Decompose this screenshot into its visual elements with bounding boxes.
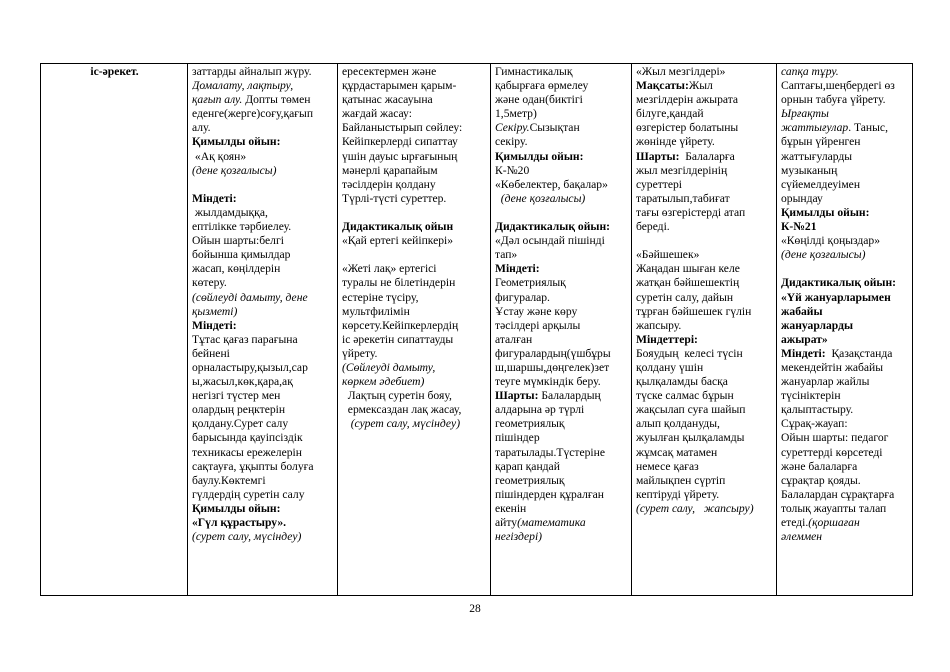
- text-line: барысында қауіпсіздік: [192, 431, 303, 445]
- text-line: ы,жасыл,көк,қара,ақ: [192, 375, 293, 389]
- text-line: геометриялық: [495, 473, 565, 487]
- text-line: фигуралардың(үшбұры: [495, 346, 611, 360]
- text-line: үйрету.: [342, 346, 378, 360]
- text-line: сүйемелдеуімен: [781, 177, 861, 191]
- text-line: өзгерістер болатыны: [636, 121, 739, 135]
- text-line: Шарты: Балалардың: [495, 389, 601, 403]
- text-line: қарап қандай: [495, 459, 560, 473]
- text-line: құрдастарымен қарым-: [342, 79, 457, 93]
- text-line: ажырат»: [781, 332, 828, 346]
- text-line: техникасы ережелерін: [192, 445, 302, 459]
- text-line: қылқаламды басқа: [636, 375, 728, 389]
- text-line: (дене қозғалысы): [192, 163, 277, 177]
- text-line: Тұтас қағаз парағына: [192, 332, 298, 346]
- text-line: (дене қозғалысы): [781, 248, 866, 262]
- text-line: немесе қағаз: [636, 459, 699, 473]
- text-line: жөнінде үйрету.: [636, 135, 715, 149]
- text-line: Түрлі-түсті суреттер.: [342, 191, 447, 205]
- text-line: түсініктерін: [781, 389, 841, 403]
- text-line: ермексаздан лақ жасау,: [342, 403, 462, 417]
- text-line: «Үй жануарларымен: [781, 290, 891, 304]
- text-line: Домалату, лақтыру,: [192, 79, 294, 93]
- text-line: «Бәйшешек»: [636, 248, 700, 262]
- text-line: және балаларға: [781, 459, 858, 473]
- column-5-cell: [777, 64, 913, 596]
- text-line: музыканың: [781, 163, 838, 177]
- text-line: кептіруді үйрету.: [636, 487, 720, 501]
- text-line: таратылады.Түстеріне: [495, 445, 605, 459]
- text-line: пішіндер: [495, 431, 540, 445]
- text-line: бойынша қимылдар: [192, 248, 291, 262]
- text-line: орнын табуға үйрету.: [781, 93, 886, 107]
- text-line: 1,5метр): [495, 107, 537, 121]
- text-line: жануарлар жайлы: [781, 375, 870, 389]
- text-line: екенін: [495, 501, 527, 515]
- text-line: жабайы: [781, 304, 823, 318]
- text-line: Кейіпкерлерді сипаттау: [342, 135, 458, 149]
- text-line: тәсілдері арқылы: [495, 318, 581, 332]
- column-2-cell: [338, 64, 491, 596]
- text-line: заттарды айналып жүру.: [192, 65, 312, 78]
- text-line: суретін салу, дайын: [636, 290, 734, 304]
- text-line: суреттері: [636, 177, 683, 191]
- text-line: Гимнастикалық: [495, 65, 573, 78]
- text-line: жуылған қылқаламды: [636, 431, 745, 445]
- text-line: жақсылап суға шайып: [636, 403, 746, 417]
- text-line: суреттерді көрсетеді: [781, 445, 883, 459]
- text-line: толық жауапты талап: [781, 501, 887, 515]
- text-line: естеріне түсіру,: [342, 290, 419, 304]
- text-line: жаттығулар. Таныс,: [781, 121, 888, 135]
- text-line: олардың реңктерін: [192, 403, 286, 417]
- text-line: Ырғақты: [781, 107, 829, 121]
- text-line: Дидактикалық ойын:: [781, 276, 896, 290]
- text-line: Дидактикалық ойын:: [495, 220, 610, 234]
- text-line: «Гүл құрастыру».: [192, 516, 287, 529]
- text-line: еденге(жерге)соғу,қағып: [192, 107, 314, 121]
- text-line: етеді.(қоршаған: [781, 516, 860, 529]
- text-line: секіру.: [495, 135, 528, 149]
- text-line: «Көңілді қоңыздар»: [781, 234, 880, 248]
- text-line: қызметі): [192, 304, 238, 318]
- lesson-plan-table: [40, 63, 913, 596]
- text-line: Дидактикалық ойын: [342, 220, 454, 234]
- text-line: көрсету.Кейіпкерлердің: [342, 318, 459, 332]
- text-line: мезгілдерін ажырата: [636, 93, 739, 107]
- text-line: Лақтың суретін бояу,: [342, 389, 452, 403]
- text-line: үшін дауыс ырғағының: [342, 149, 458, 163]
- text-line: білуге,қандай: [636, 107, 704, 121]
- text-line: сапқа тұру.: [781, 65, 839, 78]
- spacer: [342, 206, 487, 220]
- text-line: теуге мүмкіндік беру.: [495, 375, 601, 389]
- text-line: сақтауға, ұқыпты болуға: [192, 459, 314, 473]
- text-line: қабырғаға өрмелеу: [495, 79, 589, 93]
- text-line: қалыптастыру.: [781, 403, 854, 417]
- text-line: баулу.Көктемгі: [192, 473, 266, 487]
- text-line: ептілікке тәрбиелеу.: [192, 220, 292, 234]
- column-4-cell: [632, 64, 777, 596]
- text-line: Ойын шарты:белгі: [192, 234, 284, 248]
- text-line: фигуралар.: [495, 290, 550, 304]
- text-line: геометриялық: [495, 417, 565, 431]
- text-line: гүлдердің суретін салу: [192, 487, 305, 501]
- spacer: [636, 234, 773, 248]
- text-line: жұмсақ матамен: [636, 445, 718, 459]
- text-line: алдарына әр түрлі: [495, 403, 585, 417]
- text-line: жасап, көңілдерін: [192, 262, 281, 276]
- text-line: Міндеті: Қазақстанда: [781, 346, 893, 360]
- text-line: жапсыру.: [636, 318, 682, 332]
- text-line: Саптағы,шеңбердегі өз: [781, 79, 895, 93]
- text-line: жатқан бәйшешектің: [636, 276, 740, 290]
- text-line: Міндеттері:: [636, 332, 698, 346]
- text-line: айту(математика: [495, 516, 586, 529]
- row-label: іс-әрекет.: [90, 65, 139, 78]
- text-line: Балалардан сұрақтарға: [781, 487, 895, 501]
- text-line: Міндеті:: [495, 262, 540, 276]
- text-line: көркем әдебиет): [342, 375, 425, 389]
- table-row: [41, 64, 913, 596]
- text-line: алу.: [192, 121, 211, 135]
- text-line: «Жеті лақ» ертегісі: [342, 262, 437, 276]
- text-line: Қимылды ойын:: [192, 135, 281, 149]
- text-line: Ойын шарты: педагог: [781, 431, 889, 445]
- text-line: жыл мезгілдерінің: [636, 163, 728, 177]
- text-line: (сөйлеуді дамыту, дене: [192, 290, 308, 304]
- row-label-cell: [41, 64, 188, 596]
- text-line: майлықпен сүртіп: [636, 473, 726, 487]
- text-line: аталған: [495, 332, 533, 346]
- text-line: бейнені: [192, 346, 230, 360]
- text-line: жануарларды: [781, 318, 853, 332]
- text-line: қағып алу. Допты төмен: [192, 93, 311, 107]
- text-line: бұрын үйренген: [781, 135, 861, 149]
- text-line: «Көбелектер, бақалар»: [495, 177, 608, 191]
- text-line: қолдану.Сурет салу: [192, 417, 289, 431]
- text-line: Міндеті:: [192, 191, 237, 205]
- text-line: Қимылды ойын:: [781, 205, 870, 219]
- text-line: береді.: [636, 220, 670, 234]
- text-line: тап»: [495, 248, 518, 262]
- spacer: [495, 206, 628, 220]
- text-line: Мақсаты:Жыл: [636, 79, 713, 93]
- text-line: (сурет салу, мүсіндеу): [192, 530, 302, 544]
- spacer: [342, 248, 487, 262]
- text-line: Шарты: Балаларға: [636, 149, 735, 163]
- text-line: және одан(биктігі: [495, 93, 583, 107]
- text-line: (сурет салу, жапсыру): [636, 501, 754, 515]
- text-line: Геометриялық: [495, 276, 566, 290]
- column-1-cell: [188, 64, 338, 596]
- text-line: «Жыл мезгілдері»: [636, 65, 726, 78]
- text-line: негізгі түстер мен: [192, 389, 281, 403]
- text-line: жаттығуларды: [781, 149, 853, 163]
- text-line: мультфилімін: [342, 304, 410, 318]
- spacer: [781, 262, 909, 276]
- column-3-cell: [491, 64, 632, 596]
- text-line: іс әрекетін сипаттауды: [342, 332, 454, 346]
- text-line: «Қай ертегі кейіпкері»: [342, 234, 454, 248]
- text-line: ш,шаршы,дөңгелек)зет: [495, 360, 610, 374]
- text-line: Байланыстырып сөйлеу:: [342, 121, 463, 135]
- text-line: ересектермен және: [342, 65, 437, 78]
- text-line: жылдамдыққа,: [192, 205, 268, 219]
- text-line: тағы өзгерістерді атап: [636, 205, 746, 219]
- text-line: сұрақтар қояды.: [781, 473, 861, 487]
- text-line: Қимылды ойын:: [192, 501, 281, 515]
- text-line: Жаңадан шыған келе: [636, 262, 740, 276]
- text-line: қолдану үшін: [636, 360, 704, 374]
- page-number: 28: [469, 603, 481, 615]
- text-line: «Ақ қоян»: [192, 149, 247, 163]
- text-line: таратылып,табиғат: [636, 191, 730, 205]
- text-line: көтеру.: [192, 276, 227, 290]
- text-line: «Дәл осындай пішінді: [495, 234, 605, 248]
- text-line: (сурет салу, мүсіндеу): [342, 417, 461, 431]
- text-line: орналастыру,қызыл,сар: [192, 360, 308, 374]
- text-line: туралы не білетіндерін: [342, 276, 456, 290]
- text-line: мәнерлі қарапайым: [342, 163, 438, 177]
- text-line: Міндеті:: [192, 318, 237, 332]
- text-line: түске салмас бұрын: [636, 389, 734, 403]
- text-line: мекендейтін жабайы: [781, 360, 884, 374]
- text-line: Ұстау және көру: [495, 304, 578, 318]
- text-line: К-№21: [781, 220, 817, 234]
- text-line: пішіндерден құралған: [495, 487, 604, 501]
- text-line: орындау: [781, 191, 823, 205]
- text-line: әлеммен: [781, 530, 823, 544]
- text-line: (Сөйлеуді дамыту,: [342, 360, 436, 374]
- text-line: негіздері): [495, 530, 543, 544]
- text-line: Қимылды ойын:: [495, 149, 584, 163]
- text-line: К-№20: [495, 163, 530, 177]
- text-line: Секіру.Сызықтан: [495, 121, 580, 135]
- text-line: тұрған бәйшешек гүлін: [636, 304, 752, 318]
- text-line: алып қолдануды,: [636, 417, 720, 431]
- text-line: Бояудың келесі түсін: [636, 346, 743, 360]
- text-line: (дене қозғалысы): [495, 191, 586, 205]
- text-line: тәсілдерін қолдану: [342, 177, 436, 191]
- text-line: Сұрақ-жауап:: [781, 417, 848, 431]
- text-line: жағдай жасау:: [342, 107, 412, 121]
- spacer: [192, 178, 334, 192]
- text-line: қатынас жасауына: [342, 93, 433, 107]
